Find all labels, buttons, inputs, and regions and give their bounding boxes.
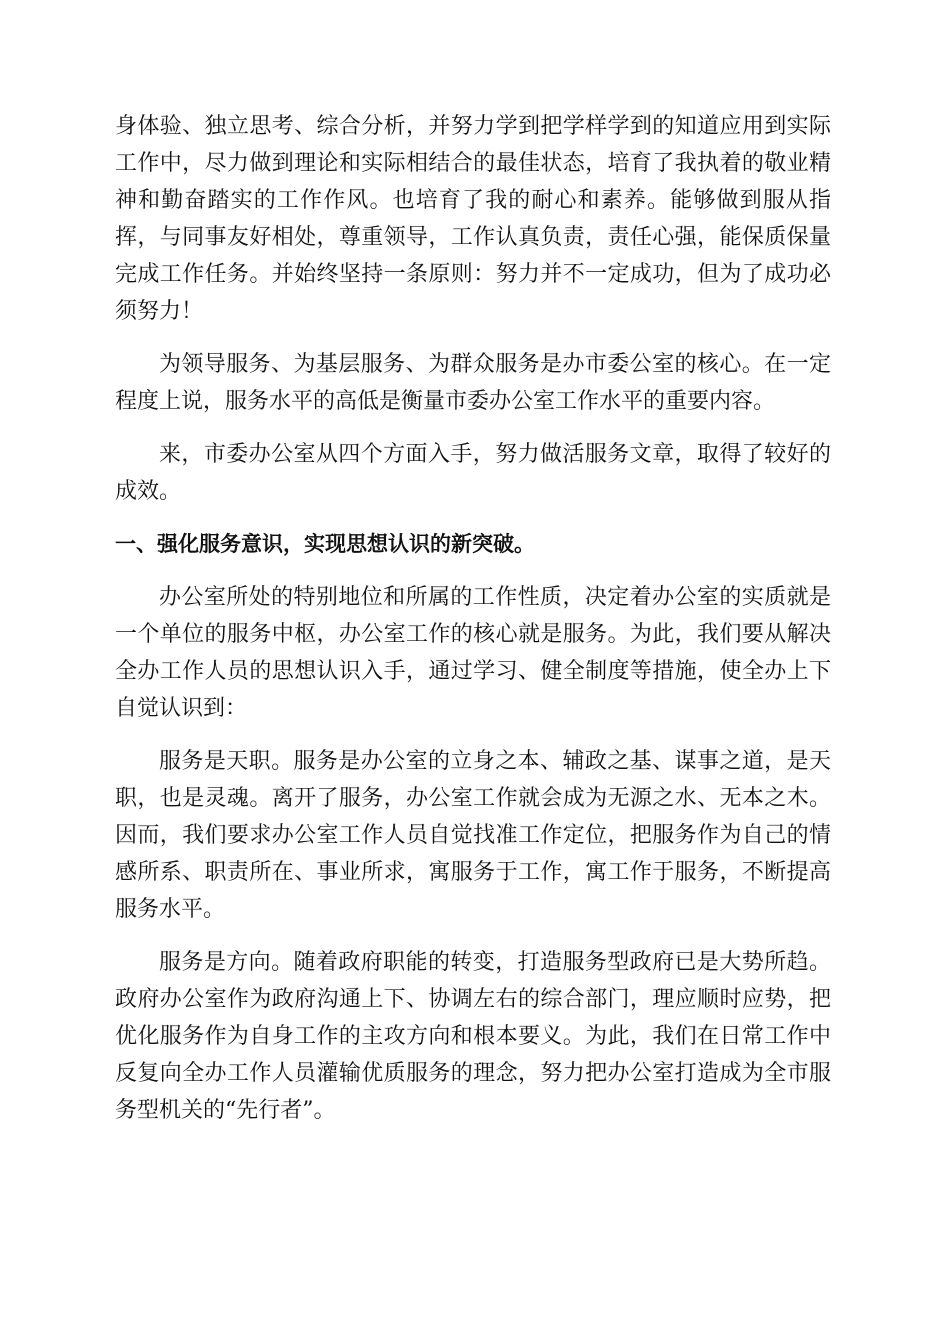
paragraph-2: 为领导服务、为基层服务、为群众服务是办市委公室的核心。在一定程度上说，服务水平的高低是衡量市委办公室工作水平的重要内容。	[115, 352, 831, 414]
paragraph-4: 办公室所处的特别地位和所属的工作性质，决定着办公室的实质就是一个单位的服务中枢，办公室工作的核心就是服务。为此，我们要从解决全办工作人员的思想认识入手，通过学习、健全制度等措施，使全办上下自觉认识到：	[115, 585, 831, 721]
paragraph-6: 服务是方向。随着政府职能的转变，打造服务型政府已是大势所趋。政府办公室作为政府沟通上下、协调左右的综合部门，理应顺时应势，把优化服务作为自身工作的主攻方向和根本要义。为此，我们在日常工作中反复向全办工作人员灌输优质服务的理念，努力把办公室打造成为全市服务型机关的“先行者”。	[115, 950, 831, 1123]
document-page	[115, 108, 831, 1145]
paragraph-1: 身体验、独立思考、综合分析，并努力学到把学样学到的知道应用到实际工作中，尽力做到理论和实际相结合的最佳状态，培育了我执着的敬业精神和勤奋踏实的工作作风。也培育了我的耐心和素养。能够做到服从指挥，与同事友好相处，尊重领导，工作认真负责，责任心强，能保质保量完成工作任务。并始终坚持一条原则：努力并不一定成功，但为了成功必须努力！	[115, 114, 831, 324]
paragraph-5: 服务是天职。服务是办公室的立身之本、辅政之基、谋事之道，是天职，也是灵魂。离开了服务，办公室工作就会成为无源之水、无本之木。因而，我们要求办公室工作人员自觉找准工作定位，把服务作为自己的情感所系、职责所在、事业所求，寓服务于工作，寓工作于服务，不断提高服务水平。	[115, 749, 831, 922]
paragraph-3: 来，市委办公室从四个方面入手，努力做活服务文章，取得了较好的成效。	[115, 442, 831, 504]
section-heading: 一、强化服务意识，实现思想认识的新突破。	[115, 532, 535, 556]
